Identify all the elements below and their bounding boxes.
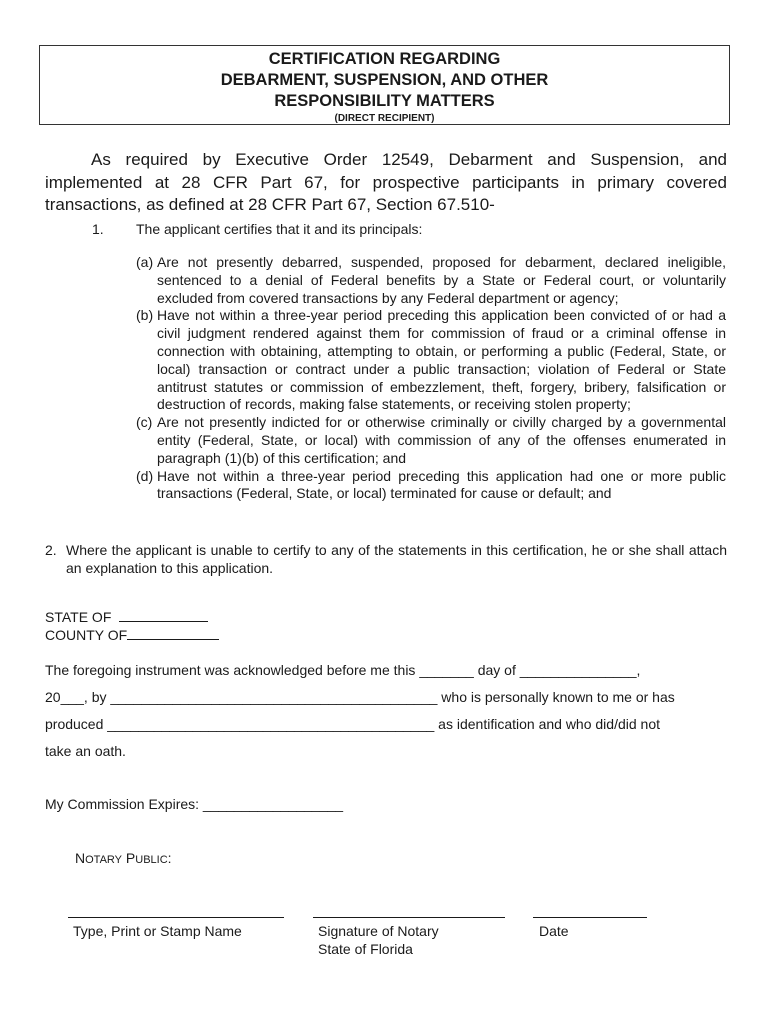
- list-item: [136, 468, 726, 504]
- item-2-text: Where the applicant is unable to certify to any of the statements in this certification, he or she shall attach an explanation to this application.: [66, 542, 727, 576]
- notary-colon: :: [167, 850, 172, 866]
- type-name-caption: Type, Print or Stamp Name: [73, 923, 242, 939]
- notary-public-heading: [75, 849, 172, 869]
- county-label: COUNTY OF: [45, 627, 128, 643]
- date-signature-block: [533, 917, 647, 940]
- public-rest: UBLIC: [135, 854, 168, 866]
- state-line: [45, 608, 219, 626]
- list-item: [136, 307, 726, 414]
- sub-item-label: (b): [136, 307, 154, 324]
- acknowledgment-line-4: take an oath.: [45, 743, 126, 759]
- item-2: [45, 541, 727, 577]
- title-line-1: CERTIFICATION REGARDING: [268, 50, 501, 68]
- sub-item-label: (c): [136, 414, 153, 431]
- notary-signature-caption: Signature of Notary: [318, 923, 439, 939]
- date-caption: Date: [539, 923, 569, 939]
- notary-state-caption: State of Florida: [318, 941, 413, 957]
- title-box: [39, 45, 730, 125]
- notary-signature-line[interactable]: [313, 917, 505, 918]
- sub-item-text: Are not presently debarred, suspended, proposed for debarment, declared ineligible, sentenced to a denial of Federal benefits by a State or Federal court, or voluntarily excluded from covered transactions by any Federal department or agency;: [157, 254, 726, 306]
- state-blank[interactable]: [119, 608, 208, 622]
- venue-block: [45, 608, 219, 644]
- notary-n: N: [75, 850, 86, 866]
- date-line[interactable]: [533, 917, 647, 918]
- county-blank[interactable]: [127, 626, 219, 640]
- type-name-line[interactable]: [68, 917, 284, 918]
- state-label: STATE OF: [45, 609, 112, 625]
- notary-signature-block: [313, 917, 505, 958]
- list-item: [136, 414, 726, 467]
- county-line: [45, 626, 219, 644]
- type-name-signature-block: [68, 917, 284, 940]
- sub-item-label: (d): [136, 467, 154, 484]
- title-line-3: RESPONSIBILITY MATTERS: [274, 92, 495, 110]
- item-2-number: 2.: [45, 542, 57, 558]
- sub-item-text: Are not presently indicted for or otherwise criminally or civilly charged by a governmental entity (Federal, State, or local) with commission of any of the offenses enumerated in paragraph (1)(b) of this certification; and: [157, 414, 726, 466]
- subtitle: (DIRECT RECIPIENT): [334, 113, 435, 124]
- list-item: [136, 254, 726, 307]
- notary-rest: OTARY: [85, 854, 123, 866]
- acknowledgment-line-2: 20___, by __________________________________________ who is personally known to me or has: [45, 689, 675, 705]
- item-1-number: 1.: [92, 221, 104, 237]
- intro-paragraph: As required by Executive Order 12549, Debarment and Suspension, and implemented at 28 CFR Part 67, for prospective participants in primary covered transactions, as defined at 28 CFR Part 67, Section 67.510-: [45, 150, 727, 214]
- sub-item-text: Have not within a three-year period preceding this application been convicted of or had a civil judgment rendered against them for commission of fraud or a criminal offense in connection with obtaining, attempting to obtain, or performing a public (Federal, State, or local) transaction or contract under a public transaction; violation of Federal or State antitrust statutes or commission of embezzlement, theft, forgery, bribery, falsification or destruction of records, making false statements, or receiving stolen property;: [157, 307, 726, 413]
- notary-p: P: [122, 850, 136, 866]
- commission-expires: My Commission Expires: __________________: [45, 796, 344, 812]
- item-1-text: The applicant certifies that it and its principals:: [136, 221, 423, 237]
- acknowledgment-line-1: The foregoing instrument was acknowledged before me this _______ day of _______________,: [45, 662, 641, 678]
- sub-item-text: Have not within a three-year period preceding this application had one or more public transactions (Federal, State, or local) terminated for cause or default; and: [157, 467, 726, 502]
- acknowledgment-line-3: produced __________________________________________ as identification and who did/did not: [45, 716, 660, 732]
- sub-item-list: [136, 254, 726, 503]
- sub-item-label: (a): [136, 254, 154, 270]
- title-line-2: DEBARMENT, SUSPENSION, AND OTHER: [220, 71, 549, 89]
